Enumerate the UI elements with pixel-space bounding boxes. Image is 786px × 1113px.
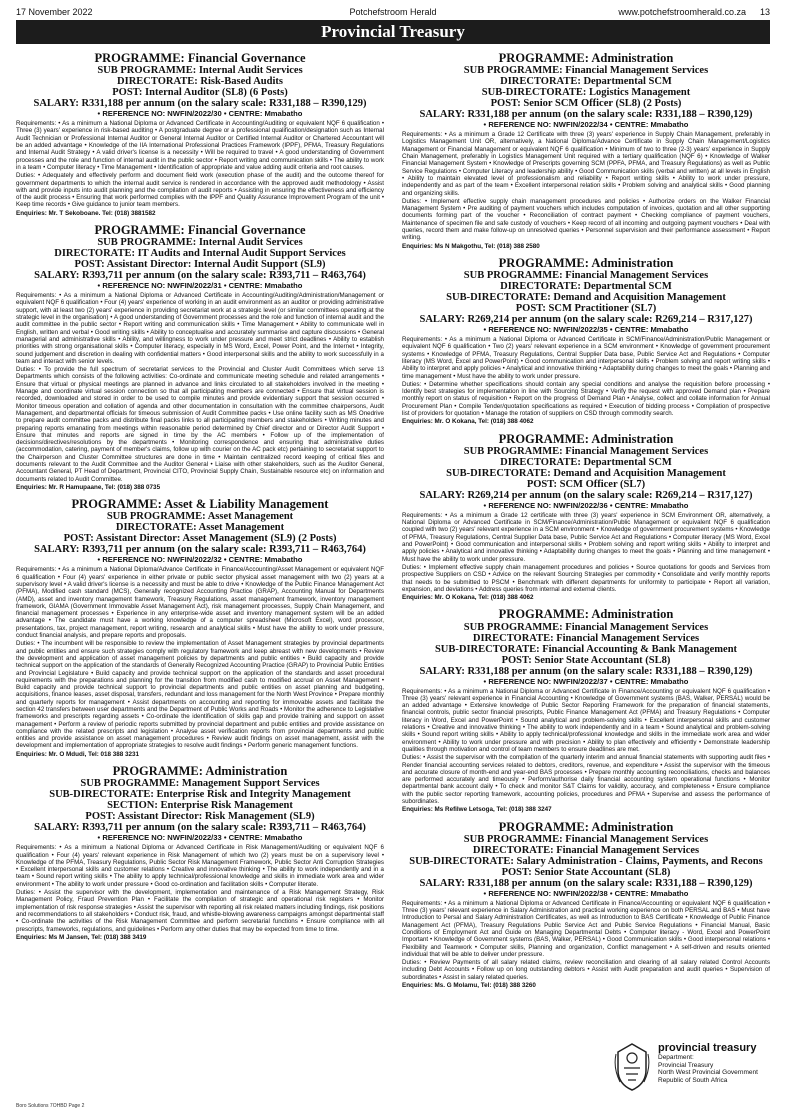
reference-number: • REFERENCE NO: NWFIN/2022/37 • CENTRE: Mmabatho: [483, 676, 689, 686]
enquiries-contact: Enquiries: Mr. O Mdudi, Tel: 018 388 3231: [16, 750, 140, 758]
advert-subheading: DIRECTORATE: Financial Management Services: [472, 632, 700, 644]
advert-subheading: SALARY: R331,188 per annum (on the salary scale: R331,188 – R390,129): [419, 109, 753, 121]
advert-subheading: POST: Senior State Accountant (SL8): [501, 654, 671, 666]
advert-subheading: SUB-DIRECTORATE: Salary Administration - Claims, Payments, and Recons: [409, 855, 763, 867]
advert-subheading: SALARY: R393,711 per annum (on the salary scale: R393,711 – R463,764): [34, 270, 366, 282]
job-advert: [16, 498, 384, 758]
advert-subheading: SUB-DIRECTORATE: Demand and Acquisition Management: [446, 467, 726, 479]
programme-title: PROGRAMME: Administration: [112, 765, 288, 779]
advert-subheading: SALARY: R331,188 per annum (on the salary scale: R331,188 – R390,129): [33, 98, 367, 110]
advert-subheading: DIRECTORATE: IT Audits and Internal Audit Support Services: [54, 248, 346, 260]
advert-subheading: SALARY: R393,711 per annum (on the salary scale: R393,711 – R463,764): [34, 544, 366, 556]
left-column: [16, 52, 384, 1102]
reference-number: • REFERENCE NO: NWFIN/2022/33 • CENTRE: Mmabatho: [97, 833, 303, 843]
logo-line: Provincial Treasury: [658, 1061, 714, 1069]
advert-subheading: POST: Assistant Director: Asset Management (SL9) (2 Posts): [63, 533, 337, 545]
advert-subheading: SUB PROGRAMME: Financial Management Services: [463, 621, 709, 633]
advert-subheading: POST: Senior State Accountant (SL8): [501, 866, 671, 878]
advert-heading: [402, 433, 770, 510]
advert-subheading: SALARY: R393,711 per annum (on the salary scale: R393,711 – R463,764): [34, 822, 366, 834]
advert-subheading: SUB-DIRECTORATE: Logistics Management: [481, 87, 691, 99]
reference-number: • REFERENCE NO: NWFIN/2022/34 • CENTRE: Mmabatho: [483, 120, 689, 130]
advert-subheading: DIRECTORATE: Risk-Based Audits: [117, 76, 283, 88]
advert-body: [402, 336, 770, 426]
job-advert: [402, 52, 770, 250]
publication-name: Potchefstroom Herald: [349, 7, 437, 17]
advert-body: [402, 512, 770, 602]
advert-body: [402, 688, 770, 814]
requirements-text: Requirements: • As a minimum a National Diploma or Advanced Certificate in Finance/Accounting or equivalent NQF 6 qualification • Three (3) years' relevant experience in Financial Accounting • Knowledge of Government systems (BAS, Walker, PERSAL) would be an added advantage • Extensive knowledge of Public Sector Reporting Framework for the preparation of financial statements, financial controls, public sector financial prescripts, Public Finance Management Act (PFMA) and Treasury Regulations • Computer literacy in Word, Excel and PowerPoint • Sound analytical and problem-solving skills • Excellent interpersonal skills and customer relations • Creative and innovative thinking • The ability to work independently and in a team • Sound analytical and problem-solving skills • Sound report writing skills • Ability to apply technical/professional knowledge and skills in the immediate work area and wider environment • Ability to work under pressure and with precision • Ability to plan effectively and efficiently • Demonstrate leadership qualities through motivation and control of team members to ensure deadlines are met.: [402, 687, 770, 753]
programme-title: PROGRAMME: Asset & Liability Management: [71, 498, 329, 512]
advert-subheading: DIRECTORATE: Asset Management: [115, 522, 285, 534]
requirements-text: Requirements: • As a minimum a National Diploma or Advanced Certificate in Risk Management/Auditing or equivalent NQF 6 qualification • Four (4) years' relevant experience in Risk Management of which two (2) years must be on a supervisory level • Knowledge of the PFMA, Treasury Regulations, Public Sector Risk Management Framework, Public Sector Anti Corruption Strategies • Excellent interpersonal skills and customer relations • Creative and innovative thinking • The ability to work independently and in a team • Sound report writing skills • The ability to apply technical/professional knowledge and skills in immediate work area and wider environment • The ability to work under pressure • Good co-ordination and facilitation skills • Computer literate.: [16, 844, 384, 888]
advert-subheading: SALARY: R331,188 per annum (on the salary scale: R331,188 – R390,129): [419, 665, 753, 677]
advert-subheading: SUB PROGRAMME: Financial Management Services: [463, 445, 709, 457]
logo-line: Department:: [658, 1054, 694, 1061]
duties-text: Duties: • Determine whether specifications should contain any special conditions and analyse the requisition before processing • Identify best strategies for implementation in line with Sourcing Strategy • Verify the request with approved Demand plan • Prepare monthly report on status of requisition • Report on the progress of Demand Plan • Analyse, collect and collate information for Annual Procurement Plan • Compile Tender/quotation specifications as required • Execution of bidding process • Compilation of prospective list of providers for quotation • Manage the rotation of suppliers on CSD through commodity search.: [402, 380, 770, 418]
logo-line: Republic of South Africa: [658, 1076, 728, 1084]
programme-title: PROGRAMME: Financial Governance: [94, 52, 306, 65]
advert-subheading: SUB PROGRAMME: Financial Management Services: [463, 833, 709, 845]
duties-text: Duties: • Implement effective supply chain management procedures and policies • Source quotations for goods and Services from prospective Suppliers on CSD • Advice on the relevant Sourcing Strategies per commodity • Consolidate and verify monthly reports that needs to be submitted to PSCM • Benchmark with different departments for uniformity to participate • Report all variation, expansion, and deviations • Address queries from internal and external clients.: [402, 563, 770, 593]
advert-subheading: DIRECTORATE: Departmental SCM: [500, 281, 672, 293]
advert-heading: [16, 498, 384, 564]
advert-subheading: SUB PROGRAMME: Financial Management Services: [463, 270, 709, 282]
job-advert: [402, 608, 770, 813]
advert-body: [16, 292, 384, 491]
duties-text: Duties: • To provide the full spectrum of secretariat services to the Provincial and Cluster Audit Committees which serve 13 Departments which consists of the following activities: Co-ordinate and communicate meeting schedule and related arrangements • Ensure that virtual or physical meetings are planned in advance and links circulated to all stakeholders involved in the meeting • Manage and coordinate virtual session connection so that all participating members are connected • Ensure that virtual session is recorded, downloaded and stored in order to be used to compile minutes and provide evidentiary support that session occurred • Monitor timeous operation and collation of agenda and other documentation in consultation with the committee chairpersons, Audit Management, and departmental officials for timeous submission of Audit Committee packs • Use online facility such as MS Onedrive to prepare audit committee packs and distribute final packs links to all participating members and stakeholders • Writing minutes and preparing reports emanating from meetings within reasonable period determined by Chief director and or Director Audit Support • Ensure that minutes and reports are signed in time by the AC members • Follow up of the implementation of decisions/directives/resolutions by the departments • Monitoring correspondence and ensuring that administrative duties (accommodation, catering, payment of member's claims, follow up with courier on the AC pack etc) pertaining to secretariat support to the Chairperson and Cluster Committee structures are done in time • Maintain centralized record keeping of critical files and documents relevant to the Audit Committee and the Auditor General • Liaise with other stakeholders, such as the Auditor General, Accountant General, PT Head of Department, Provincial CITO, Provincial Supply Chain, Sustainable resource etc) on information and documents related to Audit Committee.: [16, 366, 384, 483]
reference-number: • REFERENCE NO: NWFIN/2022/36 • CENTRE: Mmabatho: [483, 500, 689, 510]
programme-title: PROGRAMME: Financial Governance: [94, 224, 306, 238]
logo-line: North West Provincial Government: [658, 1069, 758, 1076]
advert-subheading: DIRECTORATE: Departmental SCM: [500, 456, 672, 468]
advert-subheading: POST: Internal Auditor (SL8) (6 Posts): [112, 87, 288, 99]
duties-text: Duties: • Assist the supervisor with the compilation of the quarterly interim and annual financial statements with supporting audit files • Render financial accounting services related to debtors, creditors, revenue, and expenditure • Assist the supervisor with the timeous and accurate closure of month-end and year-end BAS processes • Prepare monthly accounting reconciliations, checks and balances are performed accurately and timeously • Perform/authorise daily financial accounting system operational functions • Monitor departmental bank account daily • To check and monitor S&T Claims for validity, accuracy, and completeness • Ensure compliance with the public sector reporting framework, accounting policies, procedures and PFMA • Supervise and assess the performance of subordinates.: [402, 754, 770, 806]
requirements-text: Requirements: • As a minimum a Grade 12 certificate with three (3) years' experience in SCM Environment OR, alternatively, a National Diploma or Advanced Certificate in SCM/Finance/Administration/Public Management or equivalent NQF 6 qualification coupled with two (2) years' relevant experience in a SCM environment • Knowledge of government procurement systems • Knowledge of PFMA, Treasury Regulations, Central Supplier Data base, Public Service Act and Regulations • Computer literacy (MS Word, Excel and PowerPoint) • Good communication and interpersonal skills • Problem solving and report writing skills • Ability to interpret and apply policies • Analytical and innovative thinking • Adaptability during changes to meet the goals • Planning and time management • Must have the ability to work under pressure.: [402, 511, 770, 563]
duties-text: Duties: • Assist the supervisor with the development, implementation and maintenance of a Risk Management Strategy, Risk Management Policy, Fraud Prevention Plan • Facilitate the compilation of strategic and operational risk registers • Monitor implementation of risk response strategies • Assist the supervisor with reporting all risk related matters including findings, risk positions and recommendations to all stakeholders • Conduct risk, fraud, and whistle-blowing awareness campaigns amongst departmental staff • Co-ordinate the activities of the Risk Management Committee and perform secretarial functions • Ensure compliance with all prescripts, frameworks, regulations, and guidelines • Perform any other duties that may be expected from time to time.: [16, 889, 384, 933]
enquiries-contact: Enquiries: Ms Refilwe Letsoga, Tel: (018) 388 3247: [402, 806, 552, 814]
enquiries-contact: Enquiries: Mr. O Kokana, Tel: (018) 388 4062: [402, 594, 534, 602]
coat-of-arms-icon: [612, 1042, 652, 1092]
advert-subheading: SECTION: Enterprise Risk Management: [107, 800, 293, 812]
advert-subheading: POST: Assistant Director: Internal Audit Support (SL9): [74, 259, 326, 271]
requirements-text: Requirements: • As a minimum a National Diploma or Advanced Certificate in SCM/Finance/Administration/Public Management or equivalent NQF 6 qualification • Two (2) years' relevant experience in a SCM environment • Knowledge of government procurement systems • Knowledge of PFMA, Treasury Regulations, Central Supplier Data base, Public Service Act and Regulations • Computer literacy (MS Word, Excel and PowerPoint) • Good communication and interpersonal skills • Problem solving and report writing skills • Ability to interpret and apply policies • Analytical and innovative thinking • Adaptability during changes to meet the goals • Planning and time management • Must have the ability to work under pressure.: [402, 336, 770, 380]
advert-subheading: SALARY: R331,188 per annum (on the salary scale: R331,188 – R390,129): [419, 877, 753, 889]
footer-note: Boro Solutions 7OHBD Page 2: [16, 1103, 85, 1109]
right-column: [402, 52, 770, 1012]
requirements-text: Requirements: • As a minimum a National Diploma or Advanced Certificate in Accounting/Auditing or equivalent NQF 6 qualification • Three (3) years' experience in risk-based auditing • A postgraduate degree or a professional qualification/designation such as Internal Audit Technician or Professional Internal Auditor or General Internal Auditor or Certified Internal Auditor or Chartered Accountant will be an added advantage • Knowledge of the IIA International Professional Practices Framework (IPPF), PFMA, Treasury Regulations and Internal Audit Strategy • A valid driver's license is a necessity • Will be required to travel • A good understanding of Government processes and the role and function of internal audit in the public sector • Report writing and communication skills • The ability to work in a team • Computer literacy • Time Management • Identification of appropriate and value adding audit criteria and root causes.: [16, 120, 384, 171]
programme-title: PROGRAMME: Administration: [498, 432, 674, 446]
advert-body: [402, 900, 770, 990]
advert-heading: [16, 224, 384, 290]
advert-subheading: SUB-DIRECTORATE: Demand and Acquisition Management: [446, 292, 726, 304]
programme-title: PROGRAMME: Administration: [498, 608, 674, 622]
enquiries-contact: Enquiries: Ms. G Molamu, Tel: (018) 388 3260: [402, 982, 536, 990]
advert-subheading: DIRECTORATE: Financial Management Services: [472, 844, 700, 856]
advert-subheading: SUB PROGRAMME: Internal Audit Services: [97, 65, 303, 77]
requirements-text: Requirements: • As a minimum a Grade 12 Certificate with three (3) years' experience in Supply Chain Management, preferably in Logistics Management Unit OR, alternatively, a National Diploma/Advance Certificate in Supply Chain Management/Logistics Management or Financial Management or equivalent NQF 6 qualification • Minimum of two to three (2-3) years' experience in Supply Chain Management, preferably in Logistics Management Unit required with a tertiary qualification (NQF 6) • Knowledge of Walker Financial Management System • Knowledge of Prescripts governing SCM (PPFA, PFMA, and Treasury Regulations) as well as Public Service Regulations • Computer Literacy and leadership ability • Good Communication skills (verbal and written) at all levels in English • Ability to maintain elevated level of professionalism and reliability • Report writing skills • Ability to work under pressure, independently and as part of the team • Excellent interpersonal relation skills • Problem solving and analytical skills • Good planning and organizing skills.: [402, 131, 770, 197]
advert-subheading: SUB-DIRECTORATE: Enterprise Risk and Integrity Management: [49, 789, 351, 801]
reference-number: • REFERENCE NO: NWFIN/2022/35 • CENTRE: Mmabatho: [483, 325, 689, 335]
job-advert: [16, 52, 384, 217]
advert-heading: [402, 821, 770, 898]
programme-title: PROGRAMME: Administration: [498, 256, 674, 270]
advert-subheading: POST: Assistant Director: Risk Management (SL9): [85, 811, 315, 823]
advert-subheading: POST: SCM Officer (SL7): [526, 478, 646, 490]
reference-number: • REFERENCE NO: NWFIN/2022/38 • CENTRE: Mmabatho: [483, 888, 689, 898]
advert-subheading: SUB PROGRAMME: Internal Audit Services: [97, 237, 303, 249]
provincial-treasury-logo: [612, 1042, 772, 1100]
enquiries-contact: Enquiries: Ms M Jansen, Tel: (018) 388 3419: [16, 933, 147, 941]
page-header: [16, 6, 770, 18]
requirements-text: Requirements: • As a minimum a National Diploma or Advanced Certificate in Accounting/Auditing/Administration/Management or equivalent NQF 6 qualification • Four (4) years' experience of working in an audit environment as an auditor or providing administrative support, with at least two (2) years' experience in providing secretariat work at a strategic level (or similar committees operating at the strategic level in the organisation) • A good understanding of Government processes and the role and function of internal audit and the audit committee in the public sector • Report writing and communication skills • Time Management • Ability to communicate well in English, written and verbal • Good writing skills • Ability to conceptualise and accurately summarise and capture discussions • General managerial and administrative skills • Ability, and willingness to work under pressure and meet strict deadlines • Ability to establish priorities with strong organisational skills • Computer literacy, especially in MS Word, Excel, Power Point, and the Internet • Integrity, sound judgement and discretion in dealing with confidential matters • Good interpersonal skills and the ability to work successfully in a team and interact with senior levels.: [16, 292, 384, 365]
enquiries-contact: Enquiries: Ms N Makgothu, Tel: (018) 388 2580: [402, 242, 540, 250]
duties-text: Duties: • Implement effective supply chain management procedures and policies • Authorize orders on the Walker Financial Management System • Pre auditing of payment vouchers which includes computation of invoices, quotation and all other supporting documents forming part of the voucher • Reconciliation of contract payment • Checking compliance of payment vouchers, Maintenance of specimen file and safe custody of vouchers • Keep record of all incoming and outgoing payment vouchers • Deal with queries, record them and make follow-up on unresolved queries • Personnel supervision and their performance assessment • Report writing.: [402, 197, 770, 242]
duties-text: Duties: • Review Payments of all salary related claims, review reconciliation and clearing of all salary related Control Accounts including Debt Accounts • Follow up on long outstanding debtors • Assist with Audit preparation and audit queries • Supervision of subordinates • Assist in salary related queries.: [402, 959, 770, 981]
advert-subheading: SALARY: R269,214 per annum (on the salary scale: R269,214 – R317,127): [419, 489, 753, 501]
job-advert: [16, 765, 384, 941]
job-advert: [402, 433, 770, 602]
issue-date: 17 November 2022: [16, 7, 93, 17]
requirements-text: Requirements: • As a minimum a National Diploma or Advanced Certificate in Finance/Accounting or equivalent NQF 6 qualification • Three (3) years' relevant experience in Salary Administration and practical working experience on both PERSAL and BAS • Must have Introduction to Persal and Salary Administration Certificates, as well as Introduction to BAS Certificate • Knowledge of Public Finance Management Act (PFMA), Treasury Regulations Public Service Act and Public Service Regulations • Financial Manual, Basic Conditions of Employment Act and Guide on Managing Departmental Debts • Computer literacy - Word, Excel and PowerPoint Important • Knowledge of Government systems (BAS, Walker, PERSAL) • Good Communication skills • Good interpersonal relations • Flexibility and Teamwork • Computer skills, Planning and organization, Conflict management • A self-driven and results oriented individual that will be able to deliver under pressure.: [402, 899, 770, 958]
reference-number: • REFERENCE NO: NWFIN/2022/31 • CENTRE: Mmabatho: [97, 281, 303, 291]
advert-subheading: SUB PROGRAMME: Management Support Services: [80, 778, 320, 790]
enquiries-contact: Enquiries: Mr. R Hamupaane, Tel: (018) 388 0735: [16, 483, 161, 491]
job-advert: [402, 257, 770, 426]
programme-title: PROGRAMME: Administration: [498, 820, 674, 834]
duties-text: Duties: • Adequately and effectively perform and document field work (execution phase of the audit) and the outcome thereof for government departments to which the internal audit service is rendered in accordance with the approved audit methodology • Assist with and provide inputs into audit planning and the compilation of audit reports • Assisting in ensuring the effectiveness and efficiency of the audit process • Ensuring that work performed complies with the IPPF and Quality Assurance Improvement Program of the unit • Keep time records • Give guidance to junior team members.: [16, 172, 384, 209]
advert-subheading: SUB PROGRAMME: Asset Management: [106, 511, 294, 523]
advert-body: [16, 566, 384, 758]
enquiries-contact: Enquiries: Mr. T Sekoboane. Tel: (018) 3881582: [16, 209, 156, 217]
advert-subheading: DIRECTORATE: Departmental SCM: [500, 76, 672, 88]
enquiries-contact: Enquiries: Mr. O Kokana, Tel: (018) 388 4062: [402, 418, 534, 426]
job-advert: [402, 821, 770, 990]
advert-body: [16, 844, 384, 941]
advert-subheading: SUB-DIRECTORATE: Financial Accounting & Bank Management: [434, 643, 738, 655]
advert-body: [16, 120, 384, 217]
reference-number: • REFERENCE NO: NWFIN/2022/32 • CENTRE: Mmabatho: [97, 555, 303, 565]
programme-title: PROGRAMME: Administration: [498, 52, 674, 65]
advert-heading: [16, 52, 384, 118]
advert-heading: [402, 257, 770, 334]
advert-body: [402, 131, 770, 250]
advert-subheading: POST: Senior SCM Officer (SL8) (2 Posts): [490, 98, 682, 110]
advert-heading: [402, 52, 770, 129]
advert-subheading: SALARY: R269,214 per annum (on the salary scale: R269,214 – R317,127): [419, 314, 753, 326]
job-advert: [16, 224, 384, 491]
section-banner: Provincial Treasury: [16, 20, 770, 44]
advert-heading: [16, 765, 384, 842]
advert-heading: [402, 608, 770, 685]
advert-subheading: POST: SCM Practitioner (SL7): [515, 303, 657, 315]
reference-number: • REFERENCE NO: NWFIN/2022/30 • CENTRE: Mmabatho: [97, 109, 303, 119]
website-link[interactable]: www.potchefstroomherald.co.za: [618, 7, 746, 17]
requirements-text: Requirements: • As a minimum a National Diploma/Advance Certificate in Finance/Accounting/Asset Management or equivalent NQF 6 qualification • Four (4) years' experience in either private or public sector physical asset management with two (2) years at a supervisory level • A valid driver's license is a necessity and must be able to drive • Knowledge of the Public Finance Management Act (PFMA), Modified cash standard (MCS), Generally recognized Accounting Practice (GRAP), Accounting Manual for Departments (AMD), asset and inventory management framework, Treasury Regulations, asset management framework, inventory management framework, GIAMA (Government Immovable Asset Management Act), risk management processes, Supply Chain Management, and financial management processes • Experience in any enterprise-wide asset and inventory management system will be an added advantage • The candidate must have a working knowledge of a computer spreadsheet (Microsoft Excel), word processor, presentations, tax, project management, report writing, research and analytical skills • Must have the ability to work under pressure, conduct financial analysis, and prepare reports and proposals.: [16, 566, 384, 640]
duties-text: Duties: • The incumbent will be responsible to review the implementation of Asset Management strategies by provincial departments and public entities and ensure such strategies comply with regulatory framework and keep abreast with new developments • Review the development and application of asset management policies by departments and public entities • Build capacity and provide technical support on the application of the standards of Generally Recognized Accounting Practice (GRAP) to Provincial Public Entities and Provincial Legislature • Build capacity and provide technical support on the application of the standards and asset procedural requirements with the preparations and planning for the transition from modified cash to modified accrual on Asset Management • Build capacity and provide technical support to provincial departments and public entities on asset planning and budgeting, acquisitions, finance leases, asset disposal, transfers, redundant and loss management for the North West Province • Prepare monthly and quarterly reports for management • Assist departments on accounting and reporting for immovable assets and facilitate the section 42 transfers between user departments and the Department of Public Works and Roads • Monitor the adherence to Legislative frameworks and prescripts regarding assets • Co-ordinate the identification of skills gap and provide training and support on asset management • Perform a review of periodic reports submitted by provincial department and public entities and provide assistance on compliance with the related prescripts and legislation • Analyse asset verification reports from provincial departments and public entities and provide assistance on asset management procedures • Review audit findings on asset management, assist with the development and implementation of appropriate strategies to resolve audit findings • Perform generic management functions.: [16, 640, 384, 750]
page-number: 13: [759, 7, 770, 17]
advert-subheading: SUB PROGRAMME: Financial Management Services: [463, 65, 709, 77]
logo-title: provincial treasury: [658, 1042, 757, 1054]
